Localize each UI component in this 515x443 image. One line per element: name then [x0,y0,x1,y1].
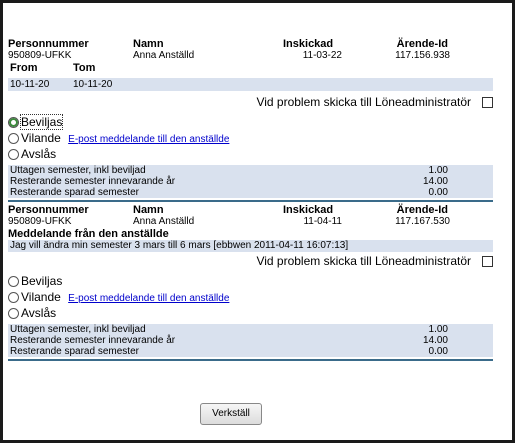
option-vilande[interactable] [8,290,493,306]
avslas-label: Avslås [21,147,57,161]
vilande-radio[interactable] [8,133,19,144]
header-tom: Tom [73,62,96,74]
option-beviljas[interactable] [8,115,493,131]
stat-row [8,165,493,176]
stat-label: Resterande semester innevarande år [10,335,176,346]
stat-label: Uttagen semester, inkl beviljad [10,165,146,176]
column-headers [8,38,493,50]
avslas-radio[interactable] [8,308,19,319]
option-avslas[interactable] [8,306,493,322]
stat-label: Resterande sparad semester [10,346,139,357]
vilande-label: Vilande [21,131,61,145]
employee-message: Jag vill ändra min semester 3 mars till 6 mars [ebbwen 2011-04-11 16:07:13] [8,240,493,252]
stat-label: Resterande semester innevarande år [10,176,176,187]
stat-value: 0.00 [428,187,448,198]
stat-row [8,324,493,335]
personnummer-value: 950809-UFKK [8,50,72,61]
vilande-label: Vilande [21,290,61,304]
email-employee-link[interactable]: E-post meddelande till den anställde [68,293,230,304]
arende-id-value: 117.167.530 [395,216,450,227]
tom-value: 10-11-20 [73,79,113,90]
from-value: 10-11-20 [10,79,50,90]
beviljas-radio[interactable] [8,117,19,128]
header-inskickad: Inskickad [283,204,334,216]
stat-row [8,346,493,357]
beviljas-label: Beviljas [21,115,63,129]
beviljas-radio[interactable] [8,276,19,287]
stat-value: 1.00 [428,165,448,176]
escalate-checkbox[interactable] [482,256,493,267]
stat-row [8,335,493,346]
header-namn: Namn [133,204,164,216]
stat-value: 1.00 [428,324,448,335]
message-heading: Meddelande från den anställde [8,228,169,240]
stat-row [8,187,493,198]
beviljas-label: Beviljas [21,274,63,288]
stat-value: 14.00 [422,335,448,346]
section-divider [8,200,493,202]
escalate-checkbox[interactable] [482,97,493,108]
problem-escalation [8,254,493,272]
problem-label: Vid problem skicka till Löneadministratör [256,254,471,268]
header-from: From [10,62,38,74]
problem-label: Vid problem skicka till Löneadministratör [256,95,471,109]
request-row [8,216,493,228]
email-employee-link[interactable]: E-post meddelande till den anställde [68,134,230,145]
stat-label: Uttagen semester, inkl beviljad [10,324,146,335]
header-inskickad: Inskickad [283,38,334,50]
arende-id-value: 117.156.938 [395,50,450,61]
namn-value: Anna Anställd [133,216,195,227]
stat-value: 14.00 [422,176,448,187]
request-row [8,50,493,62]
stat-label: Resterande sparad semester [10,187,139,198]
header-namn: Namn [133,38,164,50]
option-beviljas[interactable] [8,274,493,290]
option-avslas[interactable] [8,147,493,163]
header-personnummer: Personnummer [8,38,89,50]
avslas-radio[interactable] [8,149,19,160]
option-vilande[interactable] [8,131,493,147]
avslas-label: Avslås [21,306,57,320]
approval-form [8,38,493,363]
problem-escalation [8,95,493,113]
period-row [8,78,493,91]
section-divider [8,359,493,361]
vacation-summary [8,324,493,357]
namn-value: Anna Anställd [133,50,195,61]
inskickad-value: 11-04-11 [303,216,342,227]
vilande-radio[interactable] [8,292,19,303]
column-headers [8,204,493,216]
header-arende-id: Ärende-Id [396,38,448,50]
period-headers [8,62,493,74]
execute-button[interactable]: Verkställ [200,403,262,425]
stat-row [8,176,493,187]
stat-value: 0.00 [428,346,448,357]
header-personnummer: Personnummer [8,204,89,216]
header-arende-id: Ärende-Id [396,204,448,216]
inskickad-value: 11-03-22 [302,50,342,61]
personnummer-value: 950809-UFKK [8,216,72,227]
vacation-summary [8,165,493,198]
